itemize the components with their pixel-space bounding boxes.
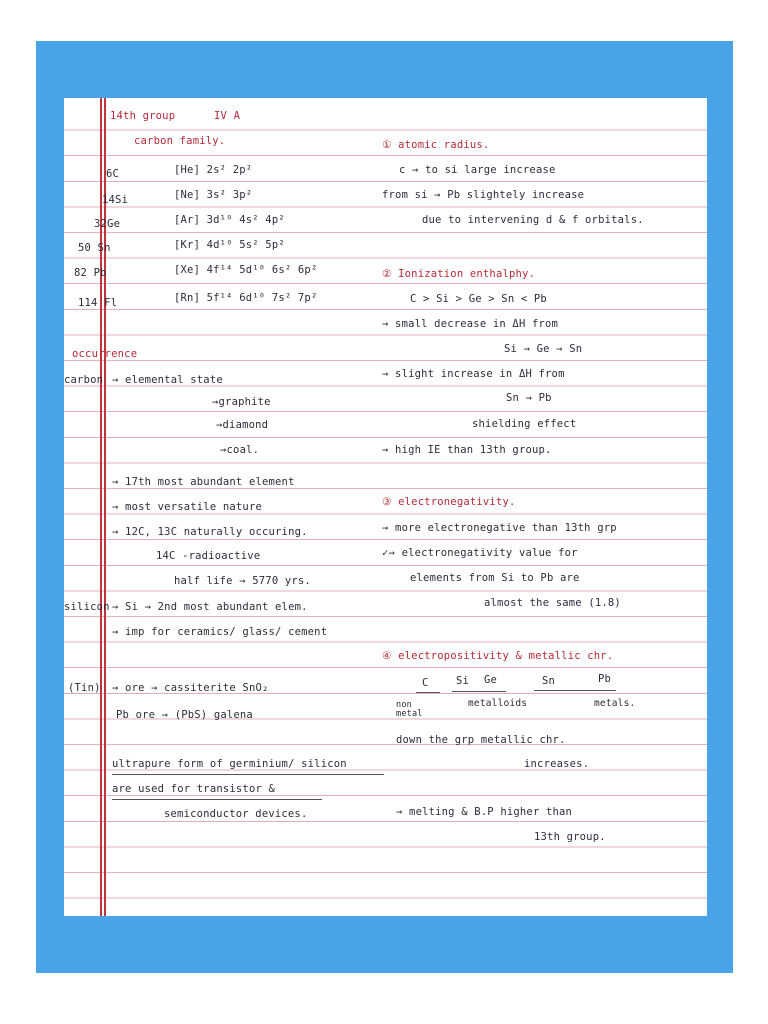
element-config: [He] 2s² 2p² xyxy=(174,164,253,176)
electropositivity-line: → melting & B.P higher than xyxy=(396,806,573,818)
allotrope: →graphite xyxy=(212,396,271,408)
electropositivity-line: increases. xyxy=(524,758,590,770)
element-symbol: 50 Sn xyxy=(78,242,111,254)
series-element: Pb xyxy=(598,673,612,685)
carbon-state: → elemental state xyxy=(112,374,223,386)
electronegativity-line: → more electronegative than 13th grp xyxy=(382,522,617,534)
element-symbol: 14Si xyxy=(102,194,129,206)
ionization-line: → small decrease in ΔH from xyxy=(382,318,559,330)
underline xyxy=(112,774,384,775)
group-label: 14th group xyxy=(110,110,176,122)
electropositivity-line: 13th group. xyxy=(534,831,606,843)
occurrence-fact: → 12C, 13C naturally occuring. xyxy=(112,526,308,538)
occurrence-fact: 14C -radioactive xyxy=(156,550,261,562)
tin-ore: → ore → cassiterite SnO₂ xyxy=(112,682,269,694)
occurrence-fact: → 17th most abundant element xyxy=(112,476,295,488)
ultrapure-line: ultrapure form of germinium/ silicon xyxy=(112,758,347,770)
element-symbol: 82 Pb xyxy=(74,267,107,279)
ultrapure-line: semiconductor devices. xyxy=(164,808,308,820)
family-label: carbon family. xyxy=(134,135,226,147)
metals-label: metals. xyxy=(594,698,636,709)
atomic-radius-heading: ① atomic radius. xyxy=(382,139,490,151)
allotrope: →diamond xyxy=(216,419,269,431)
element-config: [Ne] 3s² 3p² xyxy=(174,189,253,201)
series-element: Sn xyxy=(542,675,556,687)
electropositivity-heading: ④ electropositivity & metallic chr. xyxy=(382,650,614,662)
element-config: [Xe] 4f¹⁴ 5d¹⁰ 6s² 6p² xyxy=(174,264,318,276)
ultrapure-line: are used for transistor & xyxy=(112,783,276,795)
ionization-line: Si → Ge → Sn xyxy=(504,343,583,355)
occurrence-fact: → Si → 2nd most abundant elem. xyxy=(112,601,308,613)
series-element: Ge xyxy=(484,674,498,686)
atomic-radius-line: c → to si large increase xyxy=(399,164,556,176)
electronegativity-line: elements from Si to Pb are xyxy=(410,572,580,584)
element-symbol: 6C xyxy=(106,168,120,180)
underline xyxy=(112,799,322,800)
nonmetal-label: non metal xyxy=(396,700,423,719)
occurrence-fact: → most versatile nature xyxy=(112,501,262,513)
element-symbol: 114 Fl xyxy=(78,297,118,309)
electronegativity-line: ✓→ electronegativity value for xyxy=(382,547,578,559)
occurrence-fact: → imp for ceramics/ glass/ cement xyxy=(112,626,328,638)
series-element: C xyxy=(422,677,429,689)
underline xyxy=(452,691,506,692)
element-config: [Kr] 4d¹⁰ 5s² 5p² xyxy=(174,239,285,251)
lead-ore: Pb ore → (PbS) galena xyxy=(116,709,253,721)
ionization-heading: ② Ionization enthalphy. xyxy=(382,268,536,280)
metalloids-label: metalloids xyxy=(468,698,528,709)
carbon-prefix: carbon xyxy=(64,374,104,386)
underline xyxy=(534,690,616,691)
ionization-line: C > Si > Ge > Sn < Pb xyxy=(410,293,547,305)
group-roman: IV A xyxy=(214,110,241,122)
ionization-line: Sn → Pb xyxy=(506,392,552,404)
underline xyxy=(416,692,440,693)
notebook-page xyxy=(64,98,707,916)
element-config: [Ar] 3d¹⁰ 4s² 4p² xyxy=(174,214,285,226)
allotrope: →coal. xyxy=(220,444,260,456)
atomic-radius-line: due to intervening d & f orbitals. xyxy=(422,214,644,226)
ionization-line: shielding effect xyxy=(472,418,577,430)
occurrence-fact: half life → 5770 yrs. xyxy=(174,575,311,587)
electropositivity-line: down the grp metallic chr. xyxy=(396,734,566,746)
tin-prefix: (Tin) xyxy=(68,682,101,694)
electronegativity-heading: ③ electronegativity. xyxy=(382,496,516,508)
element-config: [Rn] 5f¹⁴ 6d¹⁰ 7s² 7p² xyxy=(174,292,318,304)
element-symbol: 32Ge xyxy=(94,218,121,230)
electronegativity-line: almost the same (1.8) xyxy=(484,597,621,609)
series-element: Si xyxy=(456,675,470,687)
silicon-prefix: silicon xyxy=(64,601,110,613)
occurrence-heading: occurrence xyxy=(72,348,138,360)
ionization-line: → high IE than 13th group. xyxy=(382,444,552,456)
ionization-line: → slight increase in ΔH from xyxy=(382,368,565,380)
atomic-radius-line: from si → Pb slightely increase xyxy=(382,189,585,201)
